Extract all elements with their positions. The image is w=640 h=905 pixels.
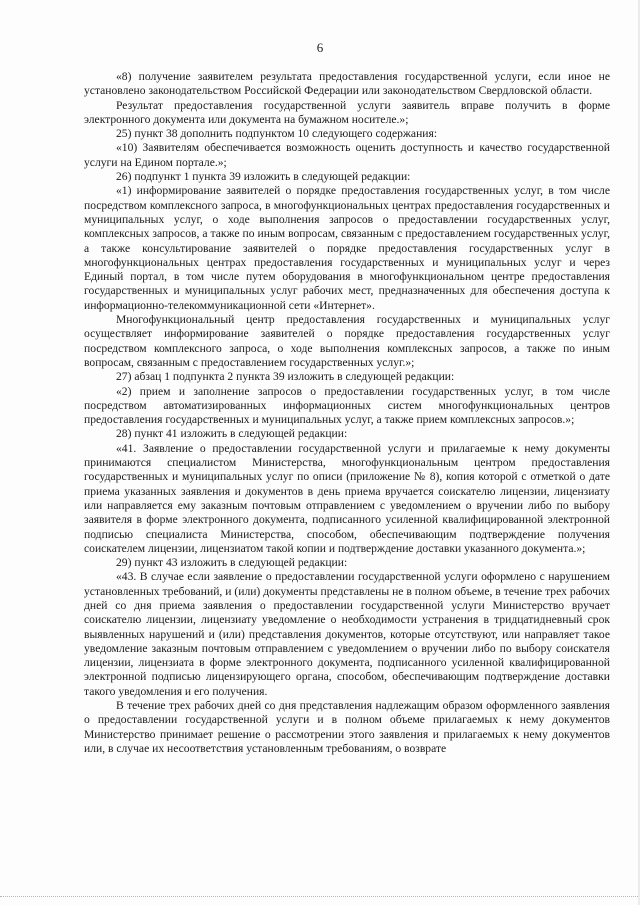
paragraph: 27) абзац 1 подпункта 2 пункта 39 изложить в следующей редакции: (116, 370, 455, 384)
paragraph: «2) прием и заполнение запросов о предоставлении государственных услуг, в том числе посредством автоматизированных информационных систем многофункциональных центров предоставления государственных и муниципальных услуг, а также прием комплексных запросов.»; (84, 384, 610, 427)
paragraph: 25) пункт 38 дополнить подпунктом 10 следующего содержания: (116, 127, 438, 141)
paragraph: «1) информирование заявителей о порядке предоставления государственных услуг, в том числе посредством комплексного запроса, в многофункциональных центрах предоставления государственных и муниципальных услуг, о ходе выполнения запросов о предоставлении государственных услуг, комплексных запросов, а также по иным вопросам, связанным с предоставлением государственных услуг, а также консультирование заявителей о порядке предоставления государственных услуг в многофункциональных центрах предоставления государственных и муниципальных услуг и через Единый портал, в том числе путем оборудования в многофункциональном центре предоставления государственных и муниципальных услуг рабочих мест, предназначенных для обеспечения доступа к информационно-телекоммуникационной сети «Интернет». (84, 184, 610, 312)
paragraph: 29) пункт 43 изложить в следующей редакции: (116, 556, 348, 570)
scan-bottom-edge (0, 896, 640, 897)
paragraph: Многофункциональный центр предоставления государственных и муниципальных услуг осуществляет информирование заявителей о порядке предоставления государственных услуг посредством комплексного запроса, о ходе выполнения комплексных запросов, а также по иным вопросам, связанным с предоставлением государственных услуг.»; (84, 313, 610, 369)
paragraph: 26) подпункт 1 пункта 39 изложить в следующей редакции: (116, 170, 411, 184)
paragraph: Результат предоставления государственной услуги заявитель вправе получить в форме электронного документа или документа на бумажном носителе.»; (84, 98, 610, 126)
paragraph: В течение трех рабочих дней со дня представления надлежащим образом оформленного заявления о предоставлении государственной услуги и в полном объеме прилагаемых к нему документов Министерство принимает решение о рассмотрении этого заявления и прилагаемых к нему документов или, в случае их несоответствия установленным требованиям, о возврате (84, 699, 610, 755)
paragraph: 28) пункт 41 изложить в следующей редакции: (116, 427, 348, 441)
document-body (84, 70, 610, 756)
page-number: 6 (316, 40, 324, 55)
paragraph: «41. Заявление о предоставлении государственной услуги и прилагаемые к нему документы принимаются специалистом Министерства, многофункциональным центром предоставления государственных и муниципальных услуг по описи (приложение № 8), копия которой с отметкой о дате приема указанных заявления и документов в день приема вручается соискателю лицензии, лицензиату или направляется ему заказным почтовым отправлением с уведомлением о вручении либо по выбору заявителя в форме электронного документа, подписанного усиленной квалифицированной электронной подписью специалиста Министерства, способом, обеспечивающим подтверждение получения соискателем лицензии, лицензиатом такой копии и подтверждение доставки указанного документа.»; (84, 441, 610, 555)
paragraph: «43. В случае если заявление о предоставлении государственной услуги оформлено с нарушением установленных требований, и (или) документы представлены не в полном объеме, в течение трех рабочих дней со дня приема заявления о предоставлении государственной услуги Министерство вручает соискателю лицензии, лицензиату уведомление о необходимости устранения в тридцатидневный срок выявленных нарушений и (или) представления документов, которые отсутствуют, или направляет такое уведомление заказным почтовым отправлением с уведомлением о вручении либо по выбору соискателя лицензии, лицензиата в форме электронного документа, подписанного усиленной квалифицированной электронной подписью лицензирующего органа, способом, обеспечивающим подтверждение доставки такого уведомления и его получения. (84, 570, 610, 698)
paragraph: «10) Заявителям обеспечивается возможность оценить доступность и качество государственной услуги на Едином портале.»; (84, 141, 610, 169)
paragraph: «8) получение заявителем результата предоставления государственной услуги, если иное не установлено законодательством Российской Федерации или законодательством Свердловской области. (84, 70, 610, 98)
